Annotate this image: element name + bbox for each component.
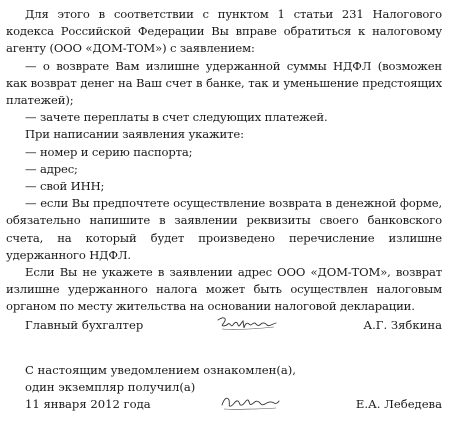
signatory-name: А.Г. Зябкина	[363, 318, 442, 332]
list-item-address: — адрес;	[25, 161, 78, 176]
list-item-inn: — свой ИНН;	[25, 179, 105, 194]
paragraph-instructions-heading: При написании заявления укажите:	[25, 127, 244, 142]
handwritten-signature-recipient	[218, 391, 282, 415]
list-item-bank-details: — если Вы предпочтете осуществление возврата в денежной форме, обязательно напишите в заявлении реквизиты своего банковского счета, на который будет произведено перечисление излишне удержанного НДФЛ.	[6, 196, 442, 262]
signature-date: 11 января 2012 года	[25, 397, 151, 411]
paragraph-refund-option: — о возврате Вам излишне удержанной суммы НДФЛ (возможен как возврат денег на Ваш счет в банке, так и уменьшение предстоящих платежей);	[6, 58, 442, 108]
signatory-role: Главный бухгалтер	[25, 318, 144, 332]
recipient-signature-row	[6, 397, 442, 419]
recipient-name: Е.А. Лебедева	[355, 397, 442, 411]
paragraph-address-warning: Если Вы не укажете в заявлении адрес ООО «ДОМ-ТОМ», возврат излишне удержанного налога может быть осуществлен налоговым органом по месту жительства на основании налоговой декларации.	[6, 265, 442, 314]
acknowledgement-line-2: один экземпляр получил(а)	[25, 380, 196, 395]
acknowledgement-line-1: С настоящим уведомлением ознакомлен(а),	[25, 363, 296, 377]
notice-body	[6, 6, 442, 316]
paragraph-offset-option: — зачете переплаты в счет следующих платежей.	[25, 110, 328, 125]
paragraph-intro: Для этого в соответствии с пунктом 1 статьи 231 Налогового кодекса Российской Федерации Вы вправе обратиться к налоговому агенту (ООО «ДОМ-ТОМ») с заявлением:	[6, 7, 442, 56]
list-item-passport: — номер и серию паспорта;	[25, 144, 193, 159]
handwritten-signature-chief	[214, 312, 284, 336]
chief-accountant-signature-row	[6, 318, 442, 340]
